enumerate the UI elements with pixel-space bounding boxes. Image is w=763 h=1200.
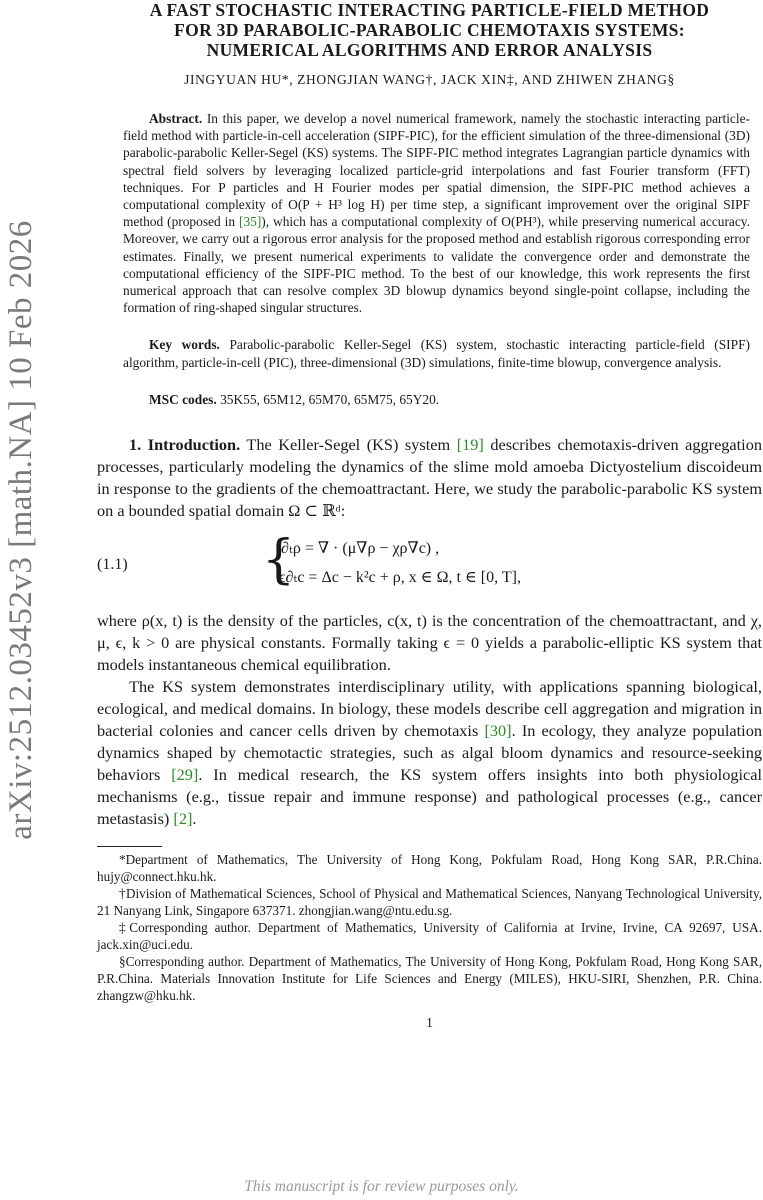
citation-link-2[interactable]: [2]	[173, 809, 193, 829]
keywords	[123, 336, 750, 370]
introduction-section	[97, 434, 762, 830]
msc-codes	[123, 391, 750, 408]
abstract-label: Abstract.	[149, 111, 203, 126]
citation-link-30[interactable]: [30]	[484, 721, 512, 741]
msc-label: MSC codes.	[149, 391, 217, 407]
intro-text-3c: . In medical research, the KS system offers insights into both physiological mechanisms (e.g., tissue repair and immune response) and pathological processes (e.g., cancer metastasis)	[97, 765, 762, 829]
paper-title	[97, 0, 762, 60]
citation-link-19[interactable]: [19]	[456, 435, 484, 455]
abstract-text-1: In this paper, we develop a novel numerical framework, namely the stochastic interacting particle-field method with particle-in-cell acceleration (SIPF-PIC), for the efficient simulation of the three-dimensional (3D) parabolic-parabolic Keller-Segel (KS) systems. The SIPF-PIC method integrates Lagrangian particle dynamics with spectral field solvers by leveraging localized particle-grid interpolations and fast Fourier transform (FFT) techniques. For P particles and H Fourier modes per spatial dimension, the SIPF-PIC method achieves a computational complexity of O(P + H³ log H) per time step, a significant improvement over the original SIPF method (proposed in	[123, 111, 751, 230]
title-line-2: FOR 3D PARABOLIC-PARABOLIC CHEMOTAXIS SYSTEMS:	[174, 20, 685, 40]
keywords-text: Parabolic-parabolic Keller-Segel (KS) system, stochastic interacting particle-field (SIPF) algorithm, particle-in-cell (PIC), three-dimensional (3D) simulations, finite-time blowup, convergence analysis.	[123, 337, 750, 370]
intro-paragraph-3	[97, 676, 762, 830]
section-heading: 1. Introduction.	[129, 435, 241, 455]
intro-text-3b: . In ecology, they analyze population dynamics shaped by chemotactic strategies, such as algal bloom dynamics and resource-seeking behaviors	[97, 721, 762, 785]
abstract	[123, 110, 750, 316]
review-notice: This manuscript is for review purposes only.	[244, 1178, 519, 1195]
title-line-3: NUMERICAL ALGORITHMS AND ERROR ANALYSIS	[206, 40, 653, 60]
arxiv-identifier-text: arXiv:2512.03452v3 [math.NA] 10 Feb 2026	[3, 220, 39, 840]
footnote-2: †Division of Mathematical Sciences, School of Physical and Mathematical Sciences, Nanyang Technological University, 21 Nanyang Link, Singapore 637371. zhongjian.wang@ntu.edu.sg.	[97, 886, 762, 919]
intro-text-3a: The KS system demonstrates interdisciplinary utility, with applications spanning biological, ecological, and medical domains. In biology, these models describe cell aggregation and migration in bacterial colonies and cancer cells driven by chemotaxis	[97, 677, 762, 741]
keywords-label: Key words.	[149, 337, 220, 353]
paper-page	[97, 0, 762, 1032]
author-list: JINGYUAN HU*, ZHONGJIAN WANG†, JACK XIN‡, AND ZHIWEN ZHANG§	[184, 72, 675, 87]
footnote-4: §Corresponding author. Department of Mathematics, The University of Hong Kong, Pokfulam Road, Hong Kong SAR, P.R.China. Materials Innovation Institute for Life Sciences and Energy (MILES), HKU-SIRI, Shenzhen, P.R. China. zhangzw@hku.hk.	[97, 954, 762, 1004]
footnote-3: ‡Corresponding author. Department of Mathematics, University of California at Irvine, Irvine, CA 92697, USA. jack.xin@uci.edu.	[97, 920, 762, 953]
intro-text-1b: describes chemotaxis-driven aggregation processes, particularly modeling the dynamics of the slime mold amoeba Dictyostelium discoideum in response to the gradients of the chemoattractant. Here, we study the parabolic-parabolic KS system on a bounded spatial domain Ω ⊂ ℝᵈ:	[97, 435, 762, 521]
equation-line-2: ϵ∂ₜc = Δc − k²c + ρ, x ∈ Ω, t ∈ [0, T],	[279, 569, 521, 587]
left-brace-icon: {	[262, 530, 296, 591]
abstract-text-2: ), which has a computational complexity of O(PH³), while preserving numerical accuracy. Moreover, we carry out a rigorous error analysis for the proposed method and establish rigorous corresponding error estimates. Finally, we present numerical experiments to validate the convergence order and demonstrate the computational efficiency of the SIPF-PIC method. To the best of our knowledge, this work represents the first numerical approach that can resolve complex 3D blowup dynamics beyond single-point collapse, including the formation of ring-shaped singular structures.	[123, 214, 750, 316]
equation-1-1	[97, 530, 762, 598]
footnote-1: *Department of Mathematics, The University of Hong Kong, Pokfulam Road, Hong Kong SAR, P.R.China. hujy@connect.hku.hk.	[97, 852, 762, 885]
footnote-rule	[97, 846, 162, 847]
intro-text-3d: .	[192, 809, 197, 829]
title-line-1: A FAST STOCHASTIC INTERACTING PARTICLE-FIELD METHOD	[149, 0, 710, 20]
citation-link-29[interactable]: [29]	[171, 765, 199, 785]
citation-link-35[interactable]: [35]	[238, 214, 262, 230]
equation-number: (1.1)	[97, 556, 128, 574]
intro-paragraph-2: where ρ(x, t) is the density of the particles, c(x, t) is the concentration of the chemoattractant, and χ, μ, ϵ, k > 0 are physical constants. Formally taking ϵ = 0 yields a parabolic-elliptic KS system that models instantaneous chemical equilibration.	[97, 611, 762, 675]
msc-text: 35K55, 65M12, 65M70, 65M75, 65Y20.	[220, 391, 440, 407]
equation-line-1: ∂ₜρ = ∇ · (μ∇ρ − χρ∇c) ,	[281, 540, 440, 558]
footnotes	[97, 851, 762, 1004]
arxiv-identifier	[3, 180, 39, 880]
intro-text-1a: The Keller-Segel (KS) system	[246, 435, 457, 455]
page-number: 1	[426, 1016, 433, 1032]
